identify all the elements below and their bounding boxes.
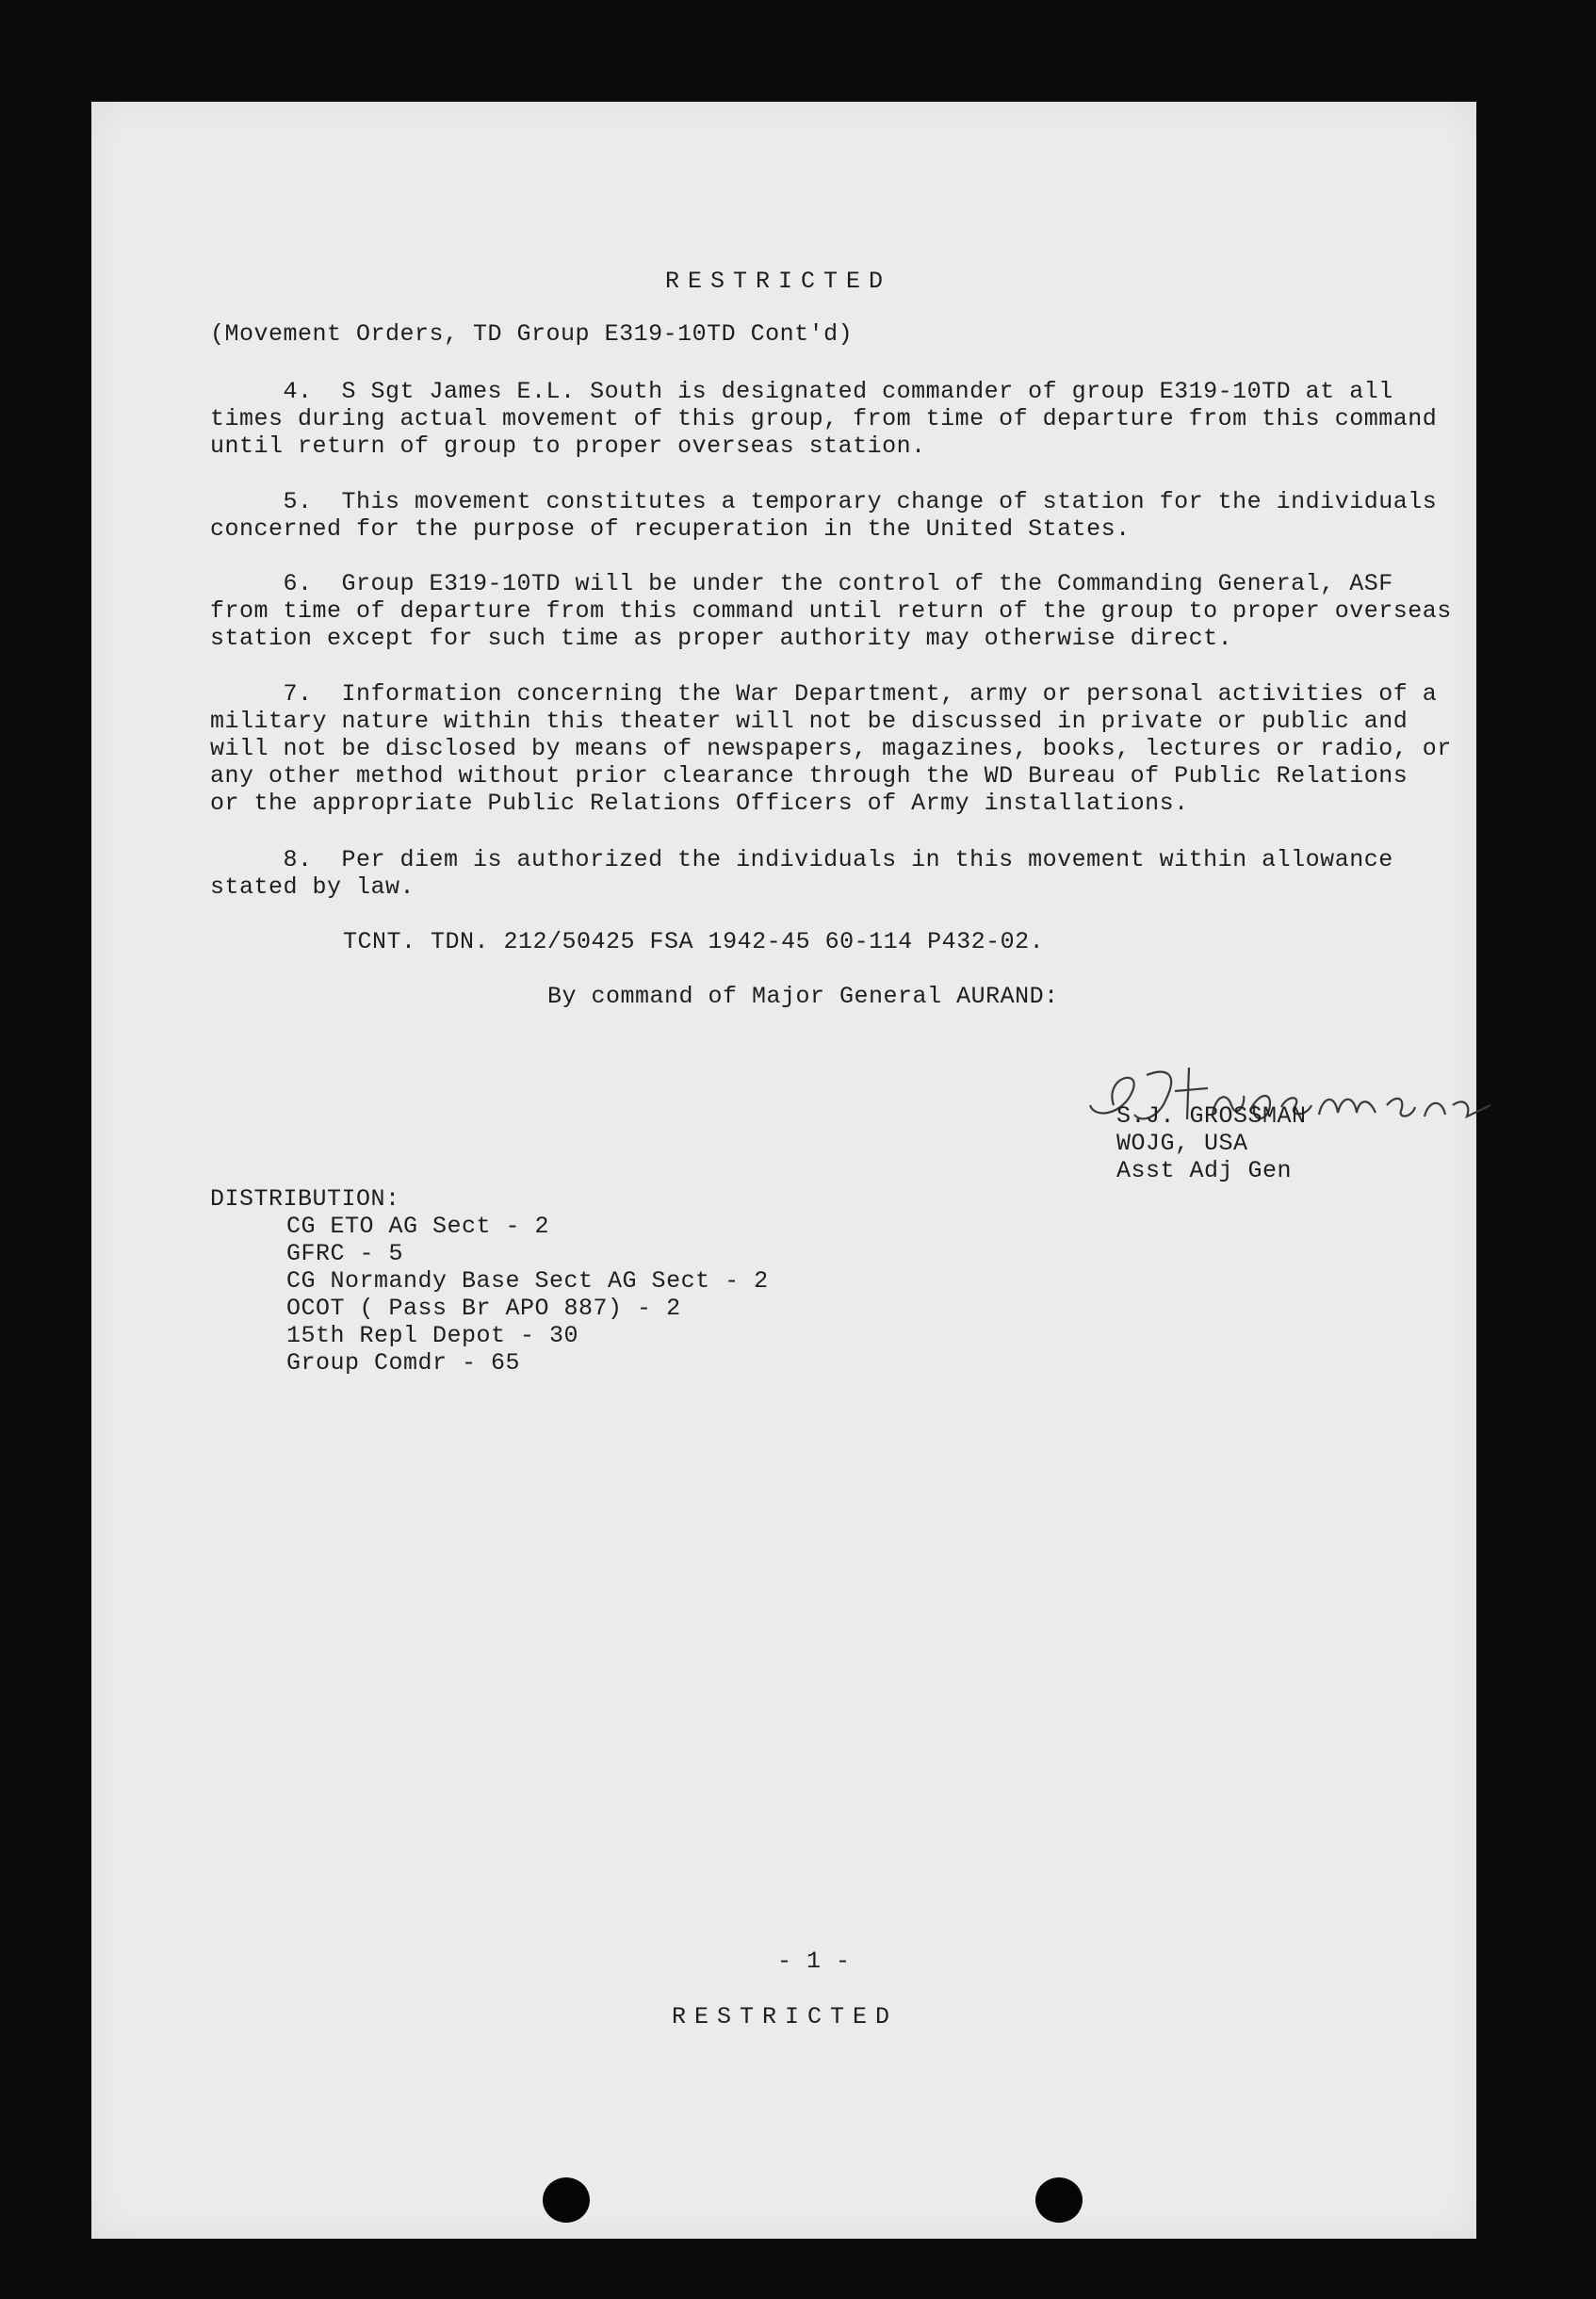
paragraph-7-line-4: any other method without prior clearance through the WD Bureau of Public Relations bbox=[210, 762, 1409, 790]
classification-footer: RESTRICTED bbox=[672, 2003, 899, 2030]
paragraph-6-line-2: from time of departure from this command until return of the group to proper overseas bbox=[210, 597, 1452, 625]
document-page bbox=[91, 102, 1476, 2239]
classification-header: RESTRICTED bbox=[665, 268, 892, 295]
distribution-item: GFRC - 5 bbox=[286, 1240, 404, 1267]
paragraph-7-line-2: military nature within this theater will not be discussed in private or public and bbox=[210, 708, 1409, 735]
paragraph-4-line-3: until return of group to proper overseas station. bbox=[210, 432, 926, 460]
distribution-item: 15th Repl Depot - 30 bbox=[286, 1322, 579, 1349]
document-title: (Movement Orders, TD Group E319-10TD Cont'd) bbox=[210, 320, 854, 348]
distribution-item: CG ETO AG Sect - 2 bbox=[286, 1213, 550, 1240]
paragraph-8-line-1: 8. Per diem is authorized the individuals in this movement within allowance bbox=[210, 846, 1393, 873]
paragraph-7-line-5: or the appropriate Public Relations Officers of Army installations. bbox=[210, 790, 1189, 817]
paragraph-4-line-1: 4. S Sgt James E.L. South is designated commander of group E319-10TD at all bbox=[210, 378, 1393, 405]
paragraph-7-line-3: will not be disclosed by means of newspapers, magazines, books, lectures or radio, or bbox=[210, 735, 1452, 762]
punch-hole-left bbox=[543, 2177, 590, 2223]
signatory-title: Asst Adj Gen bbox=[1116, 1157, 1293, 1184]
paragraph-8-line-2: stated by law. bbox=[210, 873, 415, 901]
distribution-item: OCOT ( Pass Br APO 887) - 2 bbox=[286, 1295, 681, 1322]
signatory-rank: WOJG, USA bbox=[1116, 1130, 1248, 1157]
distribution-item: CG Normandy Base Sect AG Sect - 2 bbox=[286, 1267, 769, 1295]
distribution-heading: DISTRIBUTION: bbox=[210, 1185, 400, 1213]
punch-hole-right bbox=[1035, 2177, 1083, 2223]
paragraph-5-line-2: concerned for the purpose of recuperation in the United States. bbox=[210, 515, 1131, 543]
distribution-item: Group Comdr - 65 bbox=[286, 1349, 521, 1377]
page-number: - 1 - bbox=[777, 1948, 851, 1975]
paragraph-6-line-1: 6. Group E319-10TD will be under the control of the Commanding General, ASF bbox=[210, 570, 1393, 597]
command-line: By command of Major General AURAND: bbox=[547, 983, 1059, 1010]
paragraph-5-line-1: 5. This movement constitutes a temporary change of station for the individuals bbox=[210, 488, 1438, 515]
signatory-name: S.J. GROSSMAN bbox=[1116, 1102, 1307, 1130]
paragraph-6-line-3: station except for such time as proper authority may otherwise direct. bbox=[210, 625, 1233, 652]
fiscal-citation: TCNT. TDN. 212/50425 FSA 1942-45 60-114 P432-02. bbox=[343, 928, 1045, 955]
paragraph-7-line-1: 7. Information concerning the War Department, army or personal activities of a bbox=[210, 680, 1438, 708]
paragraph-4-line-2: times during actual movement of this group, from time of departure from this command bbox=[210, 405, 1438, 432]
